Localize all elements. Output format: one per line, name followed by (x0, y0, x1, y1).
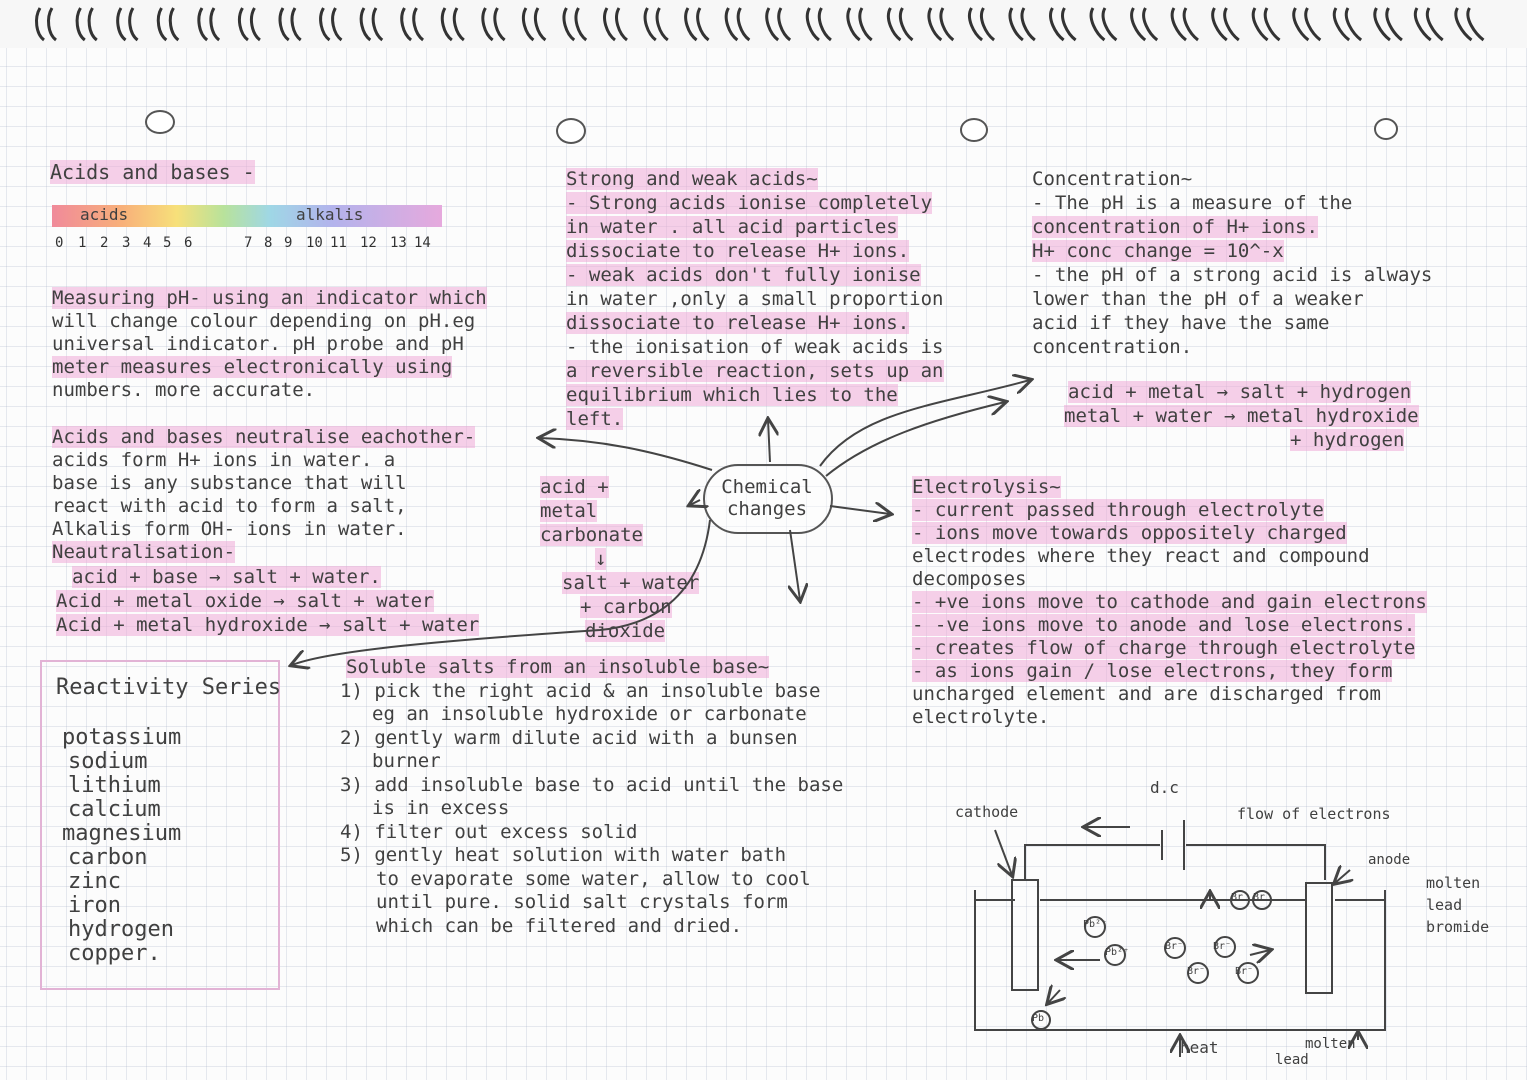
reactivity-item: iron (68, 893, 121, 918)
neutralise-line: Acids and bases neutralise eachother- (52, 426, 476, 448)
reactivity-series-title: Reactivity Series (56, 675, 282, 700)
concentration-line: Concentration~ (1032, 168, 1193, 190)
reactivity-item: copper. (68, 941, 161, 966)
ph-number: 9 (284, 235, 293, 251)
ph-number: 14 (414, 235, 431, 251)
ph-number: 11 (330, 235, 347, 251)
strong-weak-line: equilibrium which lies to the (566, 384, 898, 406)
neutralise-line: react with acid to form a salt, (52, 495, 407, 517)
ion-label: Br (1253, 892, 1266, 903)
electrolysis-line: - +ve ions move to cathode and gain electrons (912, 591, 1427, 613)
reactivity-item: sodium (68, 749, 148, 774)
concentration-line: - the pH of a strong acid is always (1032, 264, 1433, 286)
concentration-line: concentration of H+ ions. (1032, 216, 1318, 238)
ion-label: Br⁻ (1213, 941, 1232, 952)
carbonate-line: + carbon (580, 596, 672, 618)
chemical-changes-label: Chemical changes (721, 476, 813, 520)
ion-label: Br⁻ (1165, 941, 1184, 952)
ph-number: 3 (122, 235, 131, 251)
measuring-line: will change colour depending on pH.eg (52, 310, 476, 332)
concentration-line: concentration. (1032, 336, 1193, 358)
concentration-line: - The pH is a measure of the (1032, 192, 1353, 214)
ph-number: 5 (163, 235, 172, 251)
acids-label: acids (80, 205, 129, 224)
electrolysis-line: decomposes (912, 568, 1027, 590)
measuring-line: meter measures electronically using (52, 356, 453, 378)
strong-weak-line: - the ionisation of weak acids is (566, 336, 944, 358)
ph-number: 10 (306, 235, 323, 251)
measuring-line: universal indicator. pH probe and pH (52, 333, 464, 355)
reaction-line: + hydrogen (1290, 429, 1405, 451)
electrolysis-line: electrodes where they react and compound (912, 545, 1370, 567)
strong-weak-line: in water . all acid particles (566, 216, 898, 238)
flow-of-electrons-label: flow of electrons (1237, 805, 1391, 823)
ph-number: 12 (360, 235, 377, 251)
soluble-salts-line: until pure. solid salt crystals form (376, 891, 788, 913)
soluble-salts-line: burner (372, 750, 441, 772)
reactivity-item: potassium (62, 725, 182, 750)
ion-label: Pb²⁺ (1105, 947, 1130, 958)
ion-label: Br (1231, 892, 1244, 903)
neutralise-line: Alkalis form OH- ions in water. (52, 518, 407, 540)
neutralise-line: Neautralisation- (52, 541, 236, 563)
concentration-line: acid if they have the same (1032, 312, 1330, 334)
soluble-salts-line: which can be filtered and dried. (376, 914, 743, 937)
neutralise-line: base is any substance that will (52, 472, 407, 494)
strong-weak-line: - Strong acids ionise completely (566, 192, 933, 214)
ion-label: Br⁻ (1235, 966, 1254, 977)
reactivity-item: zinc (68, 869, 121, 894)
ph-number: 0 (55, 235, 64, 251)
anode-label: anode (1368, 852, 1411, 868)
soluble-salts-line: 2) gently warm dilute acid with a bunsen (340, 726, 798, 749)
alkalis-label: alkalis (296, 205, 364, 224)
acids-bases-title: Acids and bases - (50, 160, 255, 184)
soluble-salts-line: 4) filter out excess solid (340, 820, 638, 843)
equation-line: acid + base → salt + water. (72, 566, 381, 588)
soluble-salts-line: eg an insoluble hydroxide or carbonate (372, 703, 807, 725)
dc-label: d.c (1150, 778, 1179, 797)
carbonate-line: salt + water (562, 572, 700, 594)
ph-number: 13 (390, 235, 407, 251)
strong-weak-line: - weak acids don't fully ionise (566, 264, 921, 286)
concentration-line: H+ conc change = 10^-x (1032, 240, 1284, 262)
electrolysis-line: Electrolysis~ (912, 476, 1061, 498)
electrolysis-line: electrolyte. (912, 706, 1050, 728)
equation-line: Acid + metal oxide → salt + water (56, 590, 434, 612)
measuring-line: numbers. more accurate. (52, 379, 316, 401)
reactivity-item: magnesium (62, 821, 182, 846)
ph-number: 6 (184, 235, 193, 251)
reaction-line: acid + metal → salt + hydrogen (1068, 381, 1412, 403)
reactivity-item: calcium (68, 797, 161, 822)
strong-weak-line: dissociate to release H+ ions. (566, 240, 910, 262)
reactivity-item: carbon (68, 845, 148, 870)
soluble-salts-line: is in excess (372, 797, 510, 819)
carbonate-line: dioxide (585, 620, 666, 642)
strong-weak-line: Strong and weak acids~ (566, 168, 818, 190)
electrolysis-line: - -ve ions move to anode and lose electrons. (912, 614, 1416, 636)
measuring-line: Measuring pH- using an indicator which (52, 287, 487, 309)
soluble-salts-line: 5) gently heat solution with water bath (340, 844, 787, 866)
soluble-salts-line: 3) add insoluble base to acid until the base (340, 773, 844, 796)
ion-label: Br⁻ (1187, 966, 1206, 977)
ph-number: 7 (244, 235, 253, 251)
reactivity-item: hydrogen (68, 917, 174, 942)
ph-number: 8 (264, 235, 273, 251)
ph-number: 2 (100, 235, 109, 251)
carbonate-line: acid + (540, 476, 609, 498)
reactivity-item: lithium (68, 773, 161, 798)
equation-line: Acid + metal hydroxide → salt + water (56, 614, 480, 636)
concentration-line: lower than the pH of a weaker (1032, 288, 1364, 310)
electrolysis-line: - ions move towards oppositely charged (912, 522, 1347, 544)
electrolysis-line: - as ions gain / lose electrons, they form (912, 660, 1393, 682)
molten-lead-label: molten lead (1275, 1036, 1356, 1068)
soluble-salts-line: to evaporate some water, allow to cool (376, 867, 811, 890)
soluble-salts-line: Soluble salts from an insoluble base~ (346, 656, 770, 678)
ion-label: Pb²⁺ (1083, 919, 1108, 930)
carbonate-line: ↓ (595, 548, 607, 570)
soluble-salts-line: 1) pick the right acid & an insoluble base (340, 679, 821, 702)
neutralise-line: acids form H+ ions in water. a (52, 449, 396, 471)
reaction-line: metal + water → metal hydroxide (1064, 405, 1419, 427)
carbonate-line: carbonate (540, 524, 643, 546)
strong-weak-line: left. (566, 408, 624, 430)
ph-number: 1 (78, 235, 87, 251)
strong-weak-line: in water ,only a small proportion (566, 288, 944, 310)
heat-label: heat (1180, 1038, 1219, 1057)
cathode-label: cathode (955, 803, 1019, 821)
electrolysis-line: - creates flow of charge through electrolyte (912, 637, 1416, 659)
strong-weak-line: dissociate to release H+ ions. (566, 312, 910, 334)
strong-weak-line: a reversible reaction, sets up an (566, 360, 944, 382)
ph-number: 4 (143, 235, 152, 251)
electrolysis-line: uncharged element and are discharged from (912, 683, 1381, 705)
carbonate-line: metal (540, 500, 598, 522)
electrolysis-line: - current passed through electrolyte (912, 499, 1324, 521)
molten-lead-bromide-label: molten lead bromide (1426, 874, 1490, 936)
ion-label: Pb (1032, 1013, 1045, 1024)
